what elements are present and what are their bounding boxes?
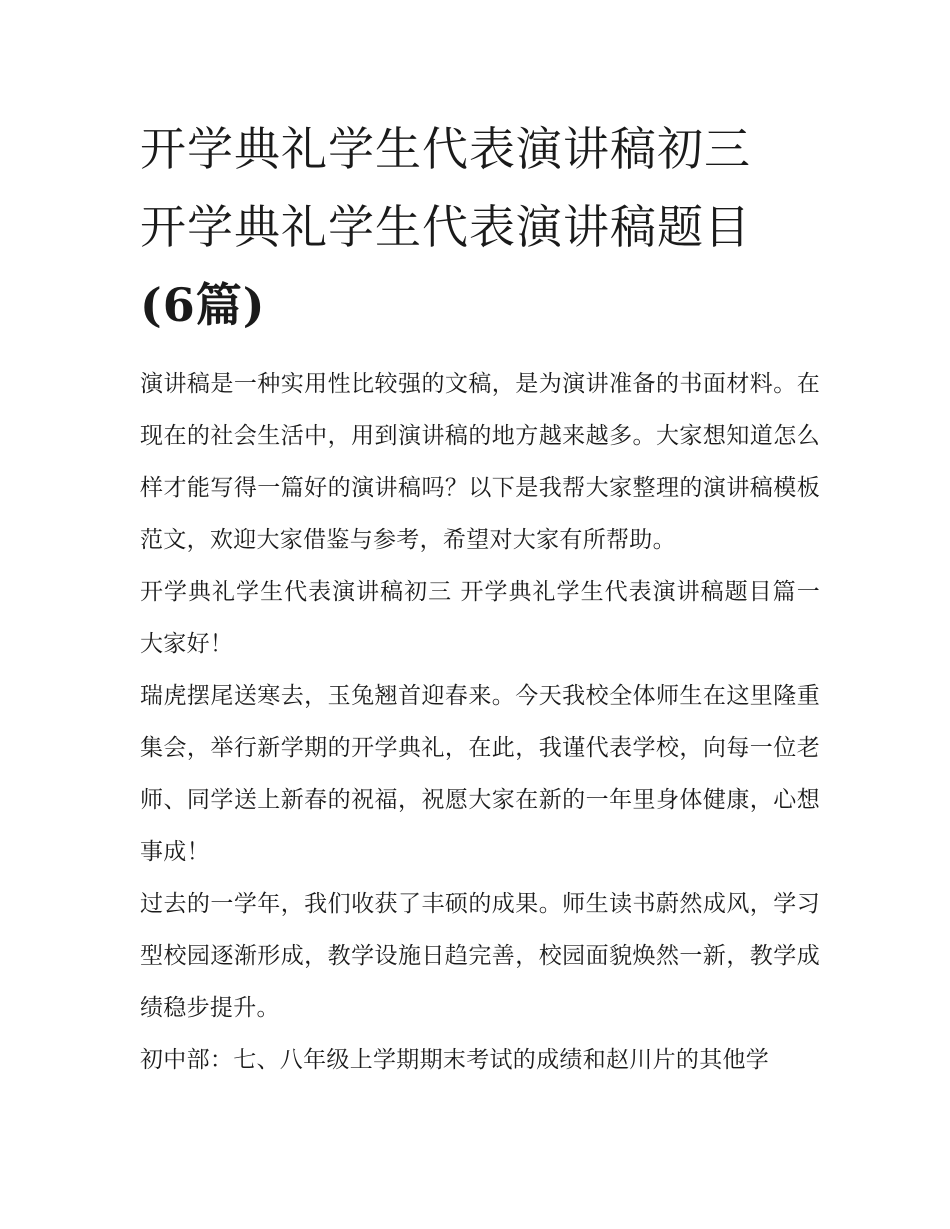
paragraph-achievements: 过去的一学年，我们收获了丰硕的成果。师生读书蔚然成风，学习型校园逐渐形成，教学设施日趋完善，校园面貌焕然一新，教学成绩稳步提升。 xyxy=(140,891,820,1021)
paragraph-heading: 开学典礼学生代表演讲稿初三 开学典礼学生代表演讲稿题目篇一 大家好！ xyxy=(140,579,820,657)
document-title xyxy=(140,110,820,344)
title-line-1: 开学典礼学生代表演讲稿初三 xyxy=(140,122,751,176)
title-count: (6篇) xyxy=(140,278,266,332)
paragraph-greeting: 瑞虎摆尾送寒去，玉兔翘首迎春来。今天我校全体师生在这里隆重集会，举行新学期的开学典礼，在此，我谨代表学校，向每一位老师、同学送上新春的祝福，祝愿大家在新的一年里身体健康，心想事成！ xyxy=(140,683,820,865)
title-line-2: 开学典礼学生代表演讲稿题目 xyxy=(140,200,751,254)
document-body xyxy=(140,358,820,1086)
paragraph-intro: 演讲稿是一种实用性比较强的文稿，是为演讲准备的书面材料。在现在的社会生活中，用到演讲稿的地方越来越多。大家想知道怎么样才能写得一篇好的演讲稿吗？以下是我帮大家整理的演讲稿模板范文，欢迎大家借鉴与参考，希望对大家有所帮助。 xyxy=(140,371,820,553)
paragraph-junior-high: 初中部：七、八年级上学期期末考试的成绩和赵川片的其他学 xyxy=(140,1047,770,1073)
document-page xyxy=(140,110,820,1086)
